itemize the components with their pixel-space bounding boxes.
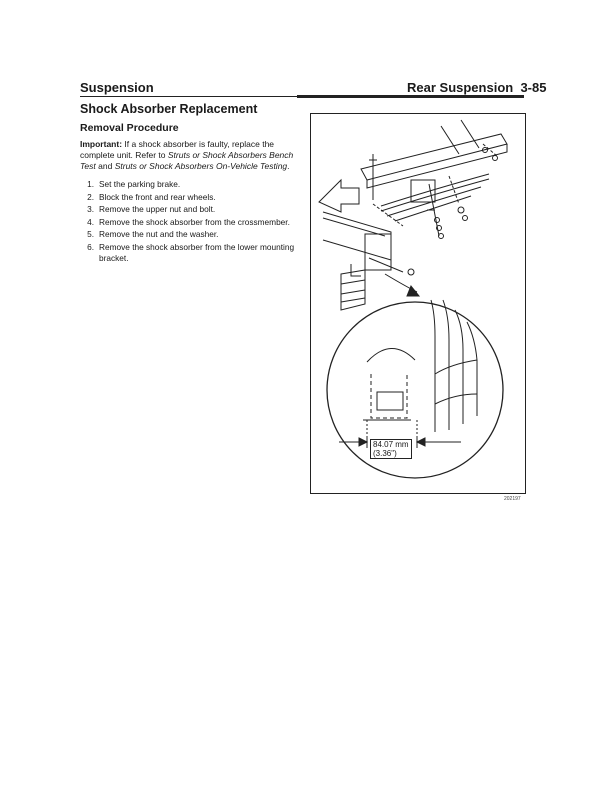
reference-on-vehicle-testing: Struts or Shock Absorbers On-Vehicle Testing [114, 161, 288, 171]
important-label: Important: [80, 139, 123, 149]
important-end: . [287, 161, 290, 171]
list-item [80, 179, 295, 190]
important-text-1: If a shock absorber is faulty, replace the complete unit. Refer to [80, 139, 275, 160]
step-text: Remove the shock absorber from the lower mounting bracket. [99, 241, 295, 263]
step-text: Set the parking brake. [99, 179, 181, 189]
header-section-title: Suspension [80, 80, 154, 95]
list-item [80, 229, 295, 240]
dimension-label [370, 439, 412, 459]
list-item [80, 192, 295, 203]
step-text: Block the front and rear wheels. [99, 191, 216, 202]
reference-bench-test: Struts or Shock Absorbers Bench Test [80, 150, 294, 171]
shock-absorber-figure [310, 113, 526, 494]
header-chapter [407, 80, 546, 95]
step-number: 5. [87, 229, 94, 240]
important-text-2: and [98, 161, 113, 171]
list-item [80, 204, 295, 215]
dimension-mm: 84.07 mm [373, 440, 409, 449]
header-chapter-title: Rear Suspension [407, 80, 514, 95]
step-number: 3. [87, 204, 94, 215]
page-title: Shock Absorber Replacement [80, 102, 258, 116]
step-text: Remove the nut and the washer. [99, 229, 219, 240]
step-number: 1. [87, 179, 94, 189]
step-number: 6. [87, 241, 94, 252]
suspension-illustration [311, 114, 527, 495]
important-note [80, 139, 295, 172]
dimension-in: (3.36") [373, 449, 397, 458]
section-subtitle: Removal Procedure [80, 122, 179, 134]
step-text: Remove the shock absorber from the crossmember. [99, 216, 290, 227]
step-number: 2. [87, 191, 94, 202]
header-rule-thick [297, 95, 524, 98]
page-number: 3-85 [520, 80, 547, 95]
list-item [80, 242, 295, 264]
procedure-steps [80, 179, 295, 266]
figure-id: 202197 [504, 496, 521, 502]
list-item [80, 217, 295, 228]
step-number: 4. [87, 216, 94, 227]
step-text: Remove the upper nut and bolt. [99, 204, 216, 215]
